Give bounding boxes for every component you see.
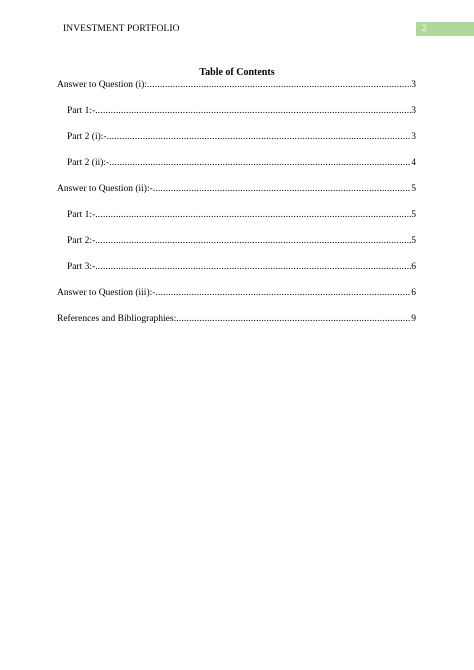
toc-entry[interactable] [57, 287, 416, 299]
toc-leader-dots [153, 183, 411, 195]
toc-entry-page: 6 [411, 288, 416, 298]
toc-heading: Table of Contents [199, 67, 275, 78]
toc-entry[interactable] [67, 157, 416, 169]
toc-entry[interactable] [57, 183, 416, 195]
toc-leader-dots [107, 131, 412, 143]
toc-leader-dots [95, 105, 411, 117]
toc-entry-label: Answer to Question (ii):- [57, 184, 153, 194]
toc-entry-page: 9 [411, 314, 416, 324]
page-number-box [416, 22, 474, 36]
toc-entry[interactable] [67, 235, 416, 247]
toc-entry-page: 5 [411, 210, 416, 220]
toc-entry-page: 5 [411, 184, 416, 194]
toc-leader-dots [147, 79, 411, 91]
toc-leader-dots [95, 235, 411, 247]
running-header-title: INVESTMENT PORTFOLIO [63, 24, 180, 34]
toc-entry-page: 4 [411, 158, 416, 168]
toc-entry-page: 5 [411, 236, 416, 246]
toc-entry-page: 3 [411, 106, 416, 116]
toc-entry-label: Part 3:- [67, 262, 96, 272]
toc-entry[interactable] [57, 79, 416, 91]
toc-leader-dots [155, 287, 411, 299]
toc-entry[interactable] [57, 313, 416, 325]
toc-entry-label: Part 1:- [67, 106, 96, 116]
toc-entry-label: References and Bibliographies: [57, 314, 177, 324]
toc-leader-dots [109, 157, 411, 169]
toc-entry-page: 6 [411, 262, 416, 272]
toc-leader-dots [176, 313, 411, 325]
toc-entry-label: Part 2:- [67, 236, 96, 246]
toc-entry[interactable] [67, 261, 416, 273]
toc-entry-label: Part 2 (i):- [67, 132, 107, 142]
toc-entry-page: 3 [411, 80, 416, 90]
toc-entry-label: Answer to Question (iii):- [57, 288, 156, 298]
toc-entry[interactable] [67, 105, 416, 117]
toc-entry[interactable] [67, 209, 416, 221]
toc-entry-label: Answer to Question (i): [57, 80, 147, 90]
toc-entry-page: 3 [411, 132, 416, 142]
toc-leader-dots [95, 261, 411, 273]
toc-entry-label: Part 1:- [67, 210, 96, 220]
page-number: 2 [422, 24, 427, 34]
toc-leader-dots [95, 209, 411, 221]
toc-entry[interactable] [67, 131, 416, 143]
toc-entry-label: Part 2 (ii):- [67, 158, 110, 168]
